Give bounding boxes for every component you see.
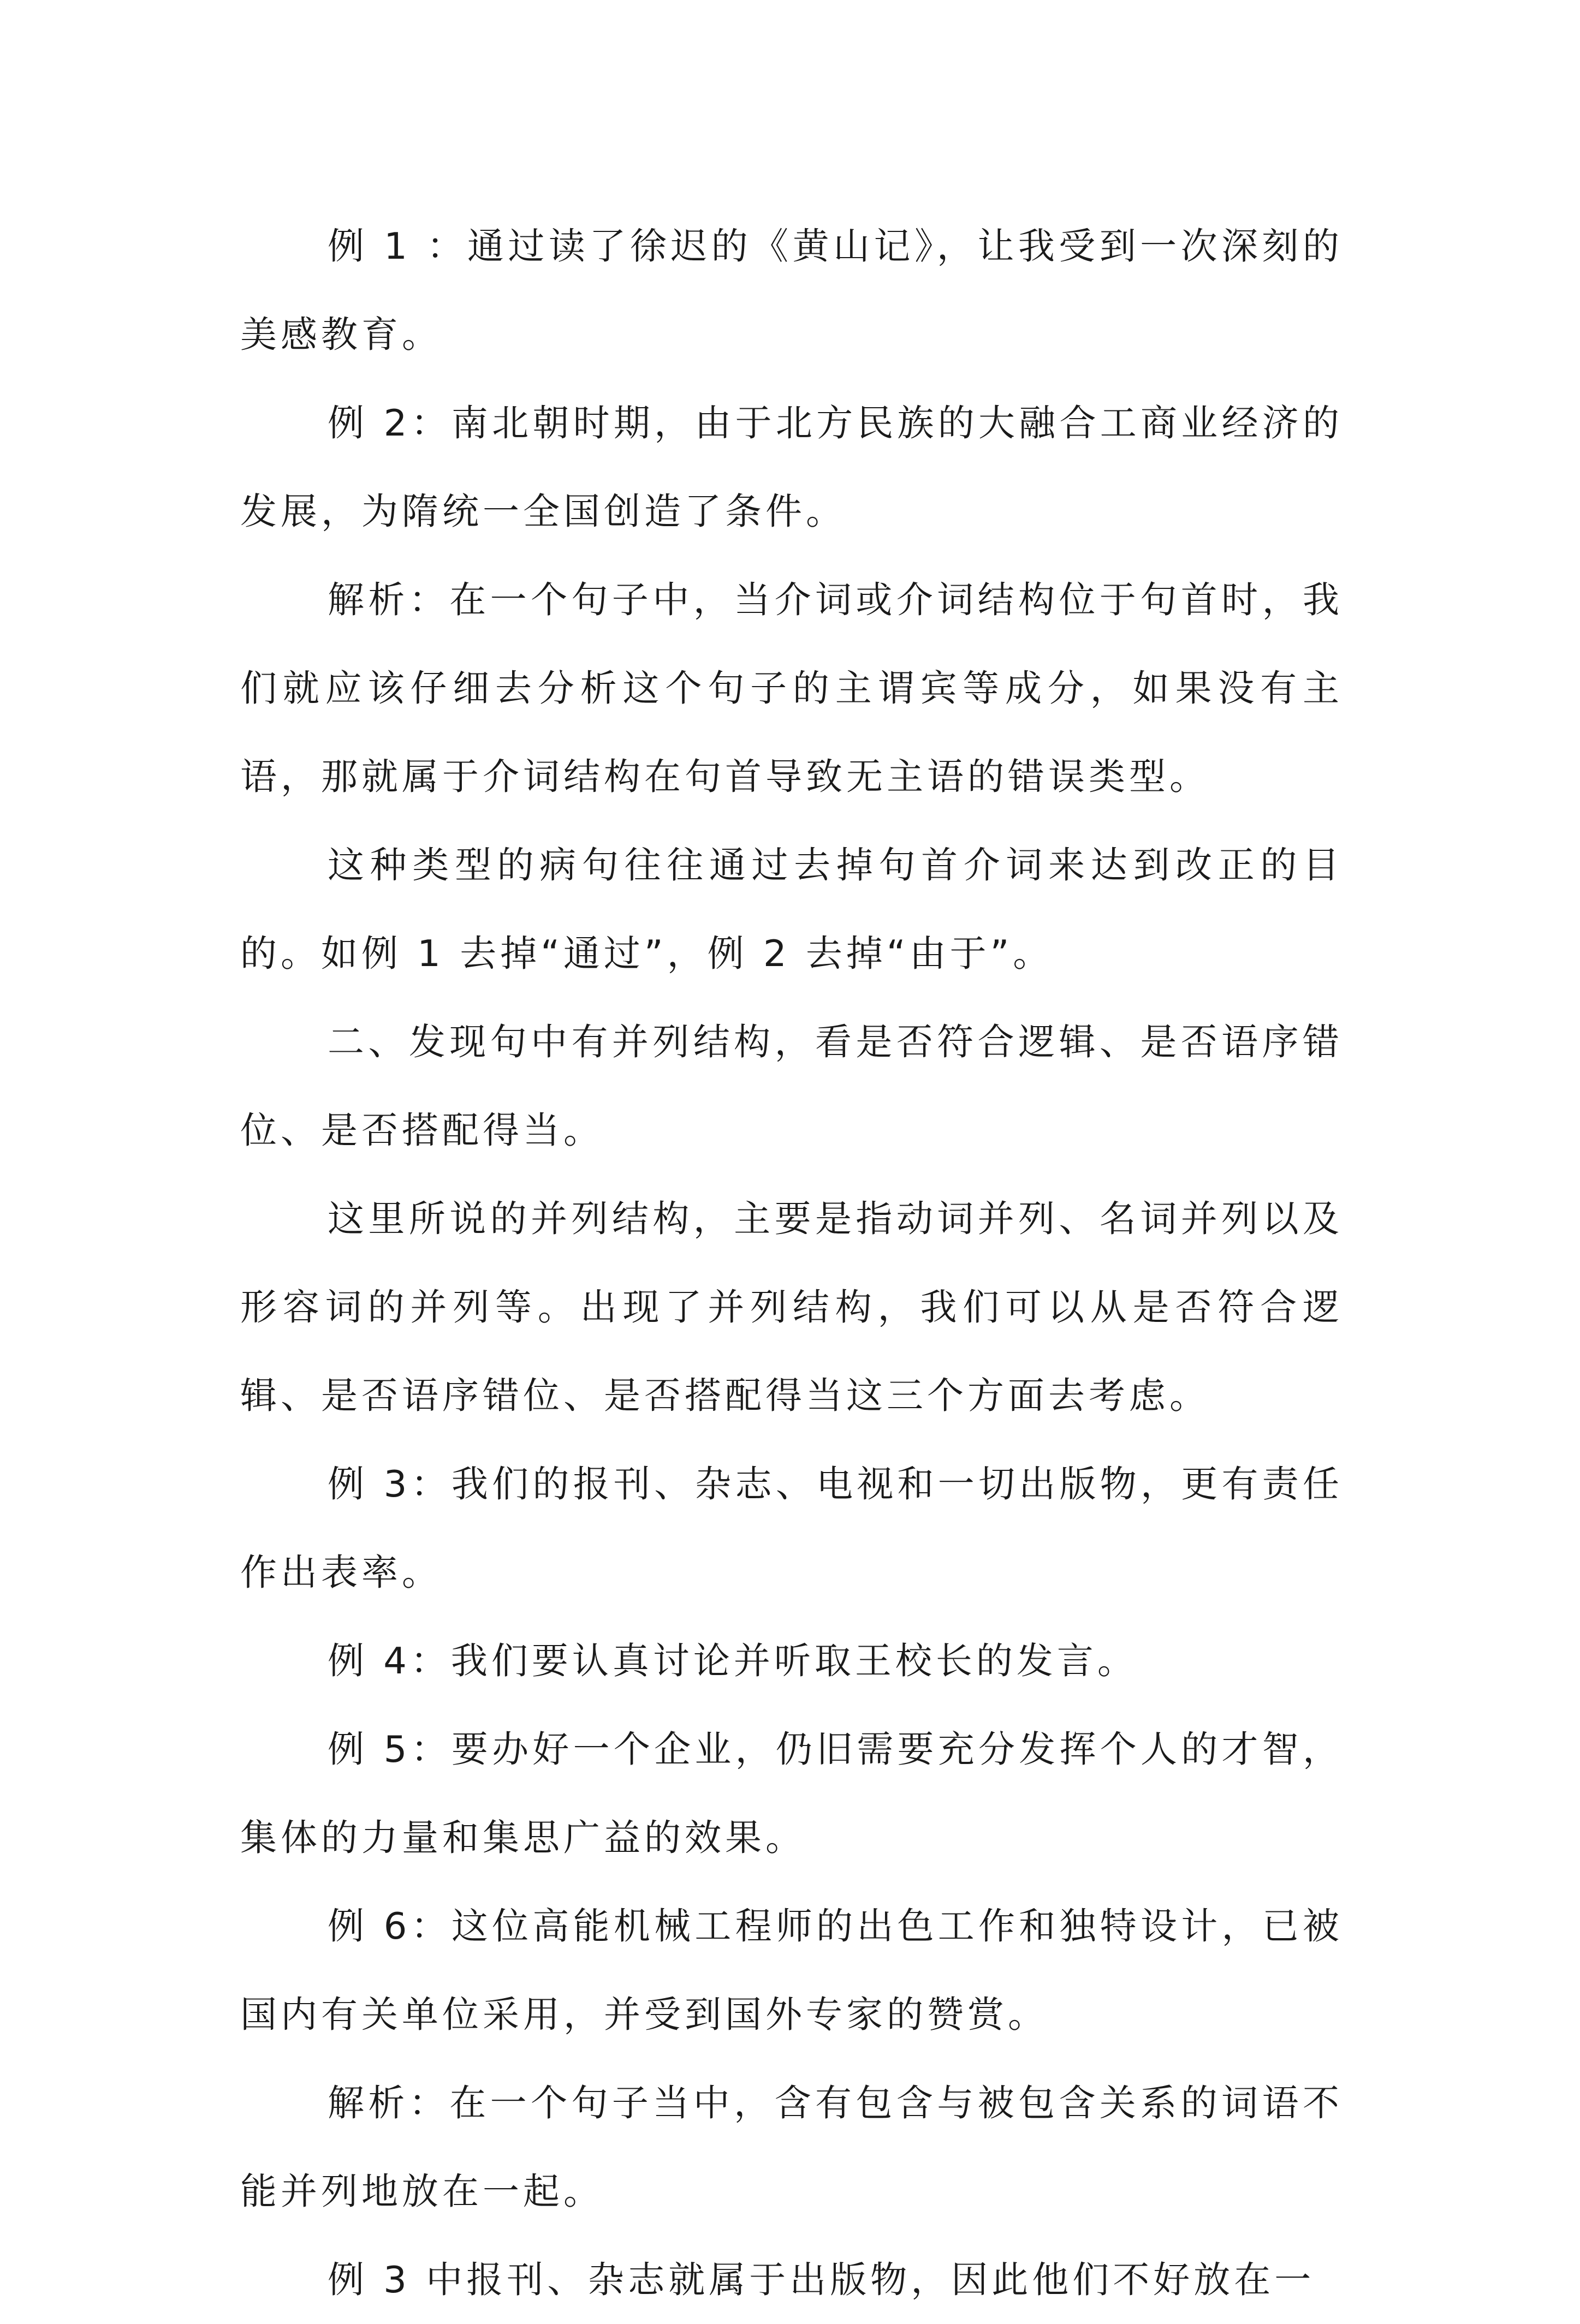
paragraph-example-1: 例 1 ：通过读了徐迟的《黄山记》，让我受到一次深刻的美感教育。 bbox=[240, 225, 1343, 356]
paragraph-analysis-1: 解析：在一个句子中，当介词或介词结构位于句首时，我们就应该仔细去分析这个句子的主谓宾等成分，如果没有主语，那就属于介词结构在句首导致无主语的错误类型。 bbox=[240, 579, 1343, 798]
paragraph-example-4: 例 4：我们要认真讨论并听取王校长的发言。 bbox=[328, 1640, 1138, 1682]
paragraph-section-two-heading: 二、发现句中有并列结构，看是否符合逻辑、是否语序错位、是否搭配得当。 bbox=[240, 1021, 1343, 1152]
paragraph-example-3: 例 3：我们的报刊、杂志、电视和一切出版物，更有责任作出表率。 bbox=[240, 1463, 1343, 1594]
paragraph-correction-note: 这种类型的病句往往通过去掉句首介词来达到改正的目的。如例 1 去掉“通过”，例 2 去掉“由于”。 bbox=[240, 844, 1343, 975]
paragraph-example-6: 例 6：这位高能机械工程师的出色工作和独特设计，已被国内有关单位采用，并受到国外专家的赞赏。 bbox=[240, 1905, 1343, 2036]
document-body bbox=[240, 202, 1343, 2324]
paragraph-analysis-2: 解析：在一个句子当中，含有包含与被包含关系的词语不能并列地放在一起。 bbox=[240, 2082, 1343, 2213]
paragraph-example-3-analysis: 例 3 中报刊、杂志就属于出版物，因此他们不好放在一 bbox=[328, 2259, 1315, 2301]
paragraph-example-2: 例 2：南北朝时期，由于北方民族的大融合工商业经济的发展，为隋统一全国创造了条件。 bbox=[240, 402, 1343, 533]
paragraph-parallel-structure: 这里所说的并列结构，主要是指动词并列、名词并列以及形容词的并列等。出现了并列结构，我们可以从是否符合逻辑、是否语序错位、是否搭配得当这三个方面去考虑。 bbox=[240, 1197, 1343, 1417]
paragraph-example-5: 例 5：要办好一个企业，仍旧需要充分发挥个人的才智，集体的力量和集思广益的效果。 bbox=[240, 1728, 1343, 1859]
